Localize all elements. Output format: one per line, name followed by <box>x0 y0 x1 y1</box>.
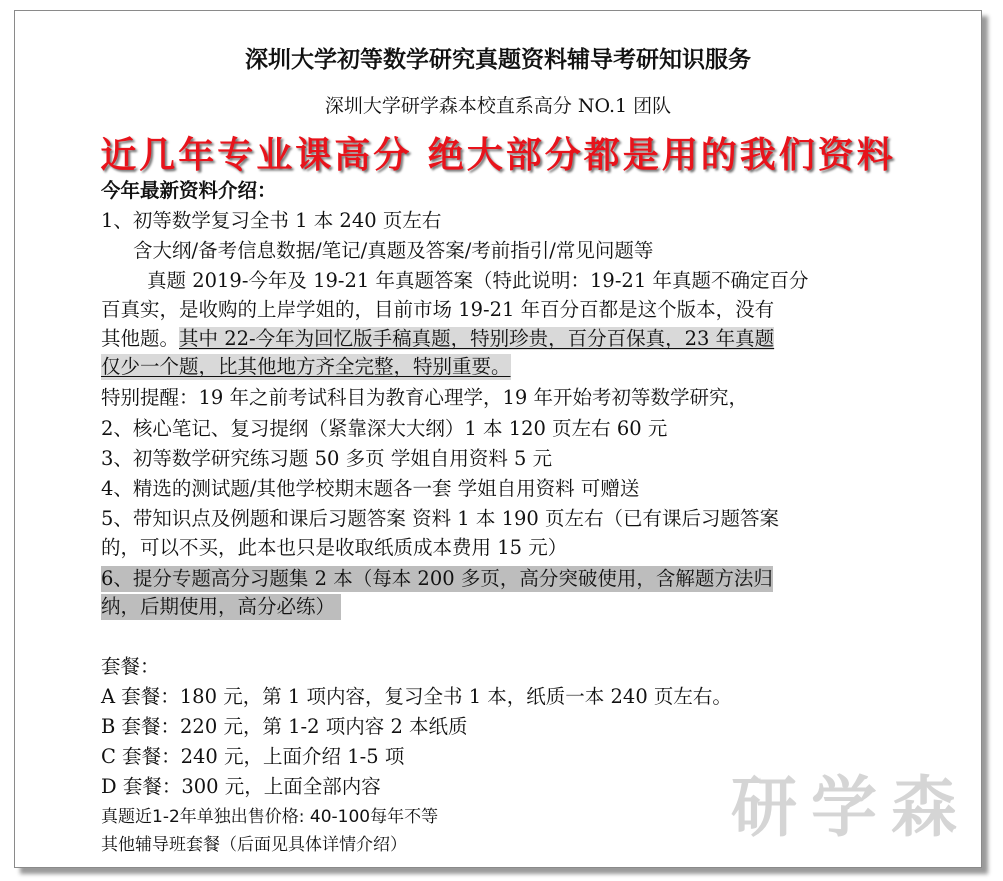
document-title: 深圳大学初等数学研究真题资料辅导考研知识服务 <box>245 46 751 73</box>
item-1-para-line-3a: 其他题。 <box>101 327 180 350</box>
promo-banner: 近几年专业课高分 绝大部分都是用的我们资料 <box>100 135 896 176</box>
package-d: D 套餐：300 元，上面全部内容 <box>101 775 381 798</box>
item-5-line-1: 5、带知识点及例题和课后习题答案 资料 1 本 190 页左右（已有课后习题答案 <box>101 507 780 530</box>
item-2: 2、核心笔记、复习提纲（紧靠深大大纲）1 本 120 页左右 60 元 <box>101 417 668 440</box>
package-b: B 套餐：220 元，第 1-2 项内容 2 本纸质 <box>101 715 468 738</box>
special-reminder: 特别提醒：19 年之前考试科目为教育心理学，19 年开始考初等数学研究， <box>101 386 749 409</box>
packages-heading: 套餐： <box>101 655 160 678</box>
brand-watermark: 研学森 <box>731 769 971 846</box>
intro-heading: 今年最新资料介绍： <box>101 179 277 202</box>
item-1-para-line-1: 真题 2019-今年及 19-21 年真题答案（特此说明：19-21 年真题不确定百分 <box>147 269 809 292</box>
package-c: C 套餐：240 元，上面介绍 1-5 项 <box>101 745 405 768</box>
item-1-para-line-4: 仅少一个题，比其他地方齐全完整，特别重要。 <box>101 355 511 378</box>
item-1: 1、初等数学复习全书 1 本 240 页左右 <box>101 209 442 232</box>
package-a: A 套餐：180 元，第 1 项内容，复习全书 1 本，纸质一本 240 页左右。 <box>101 685 732 708</box>
exam-price-note: 真题近1-2年单独出售价格: 40-100每年不等 <box>101 807 439 827</box>
item-4: 4、精选的测试题/其他学校期末题各一套 学姐自用资料 可赠送 <box>101 477 640 500</box>
item-6-line-2: 纳，后期使用，高分必练） <box>101 594 341 620</box>
item-1-para-line-2: 百真实，是收购的上岸学姐的，目前市场 19-21 年百分百都是这个版本，没有 <box>101 298 775 321</box>
item-6-line-1: 6、提分专题高分习题集 2 本（每本 200 多页，高分突破使用，含解题方法归 <box>101 567 773 590</box>
item-1-para-line-3 <box>101 326 774 352</box>
item-1-contents: 含大纲/备考信息数据/笔记/真题及答案/考前指引/常见问题等 <box>133 239 654 262</box>
other-classes-note: 其他辅导班套餐（后面见具体详情介绍） <box>101 835 407 855</box>
item-5-line-2: 的，可以不买，此本也只是收取纸质成本费用 15 元） <box>101 536 568 559</box>
team-subtitle: 深圳大学研学森本校直系高分 NO.1 团队 <box>324 95 672 117</box>
highlighted-note: 其中 22-今年为回忆版手稿真题，特别珍贵，百分百保真，23 年真题 <box>179 327 775 350</box>
item-3: 3、初等数学研究练习题 50 多页 学姐自用资料 5 元 <box>101 447 553 470</box>
document-page <box>14 10 982 868</box>
